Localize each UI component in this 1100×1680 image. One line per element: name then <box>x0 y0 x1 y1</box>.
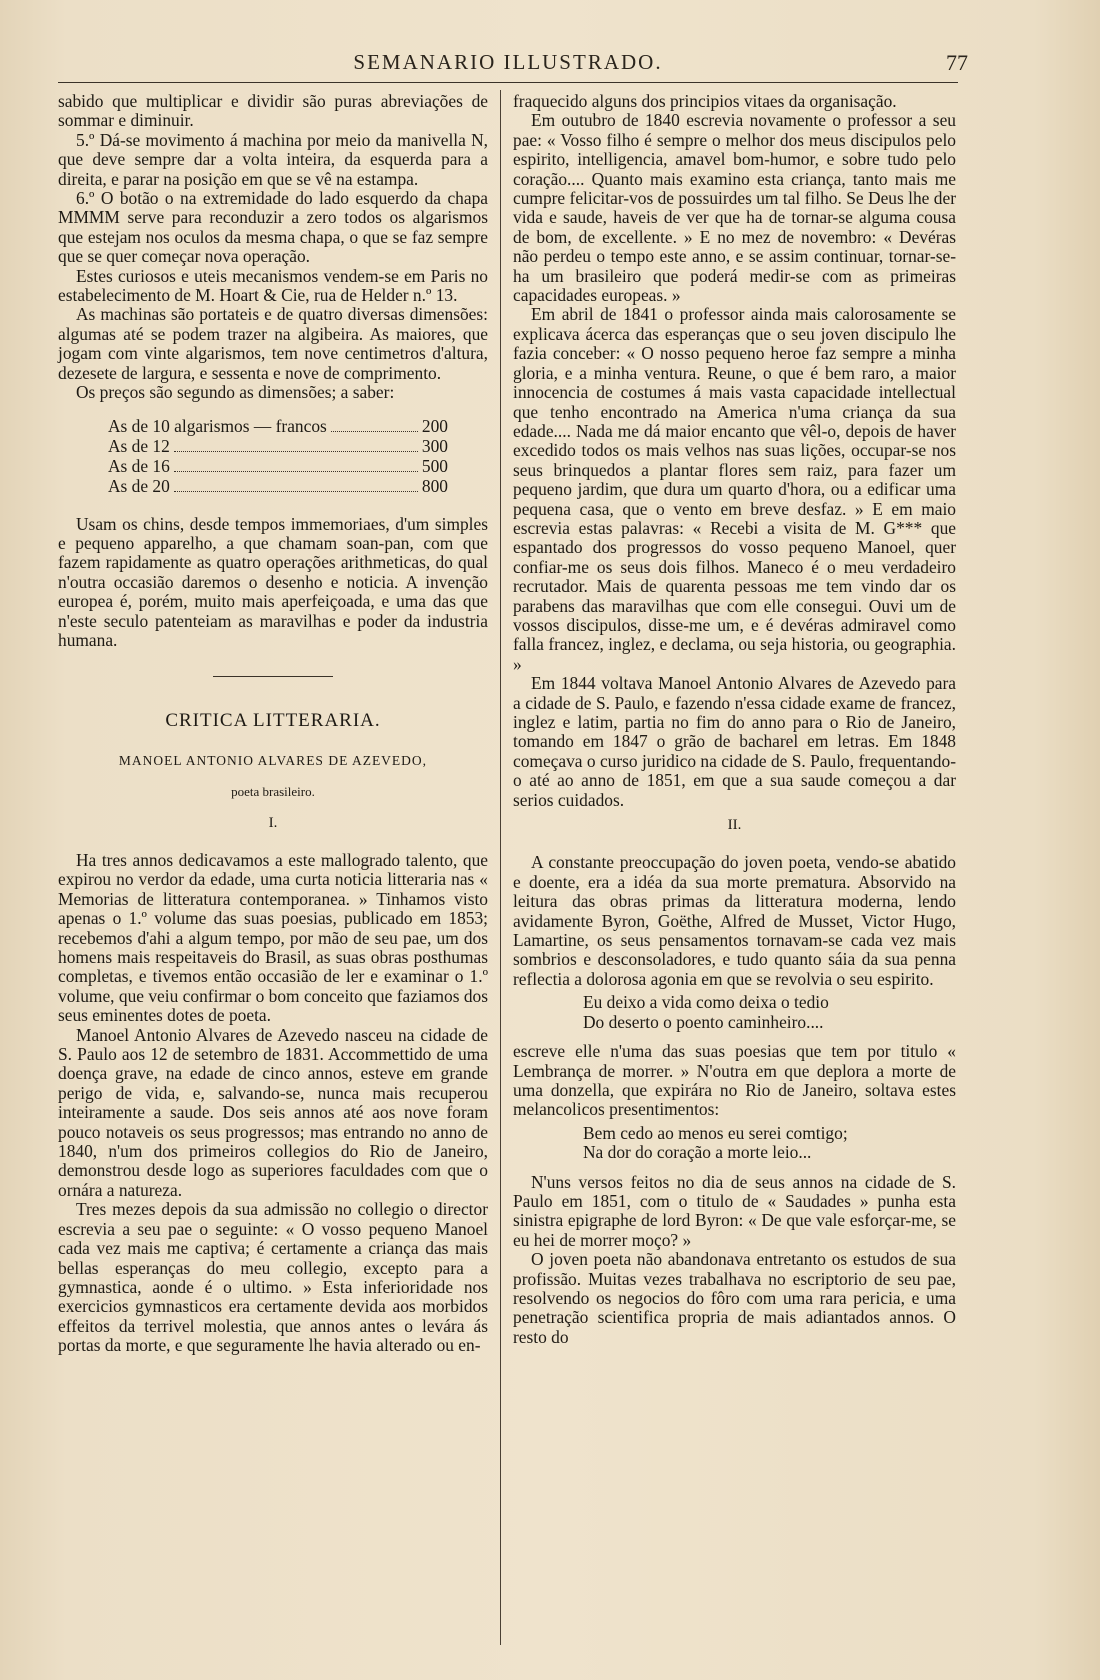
column-divider <box>500 90 501 1645</box>
verse-line: Na dor do coração a morte leio... <box>583 1142 812 1163</box>
paragraph: fraquecido alguns dos principios vitaes da organisação. <box>513 91 897 111</box>
paragraph: Usam os chins, desde tempos immemoriaes, d'um simples e pequeno apparelho, a que chamam soan-pan, com que fazem rapidamente as quatro operações arithmeticas, do qual n'outra occasião daremos o desenho e noticia. A invenção europea é, porém, muito mais aperfeiçoada, e uma das que n'este seculo patenteiam as maravilhas e poder da industria humana. <box>58 513 488 650</box>
chapter-number: II. <box>727 817 742 834</box>
paragraph: Em outubro de 1840 escrevia novamente o professor a seu pae: « Vosso filho é sempre o melhor dos meus discipulos pelo espirito, intelligencia, amavel bom-humor, e sobre tudo pelo coração.... Quanto mais examino esta criança, tanto mais me cumpre felicitar-vos de possuirdes um tal filho. Se Deus lhe der vida e saude, haveis de ver que ha de tornar-se alguma cousa de bom, de excellente. » E no mez de novembro: « Devéras não perdeu o tempo este anno, e se assim continuar, tornar-se-ha um brasileiro que poderá medir-se com as primeiras capacidades europeas. » <box>513 110 956 306</box>
paragraph: Tres mezes depois da sua admissão no collegio o director escrevia a seu pae o seguinte: « O vosso pequeno Manoel cada vez mais me captiva; é certamente a criança das mais bellas esperanças do meu collegio, excepto para a gymnastica, aonde é o ultimo. » Esta inferioridade nos exercicios gymnasticos era certamente devida aos morbidos effeitos da terrivel molestia, que annos antes o levára ás portas da morte, e que seguramente lhe havia alterado ou en- <box>58 1199 488 1356</box>
paragraph: escreve elle n'uma das suas poesias que tem por titulo « Lembrança de morrer. » N'outra em que deplora a morte de uma donzella, que expirára no Rio de Janeiro, soltava estes melancolicos presentimentos: <box>513 1041 956 1120</box>
leader-dots <box>174 491 418 492</box>
paragraph: A constante preoccupação do joven poeta, vendo-se abatido e doente, era a idéa da sua morte prematura. Absorvido na leitura das obras primas da litteratura moderna, lendo avidamente Byron, Goëthe, Alfred de Musset, Victor Hugo, Lamartine, os seus pensamentos tornavam-se cada vez mais sombrios e desconsoladores, e tudo quanto sáia da sua penna reflectia a dolorosa agonia em que se revolvia o seu espirito. <box>513 852 956 989</box>
verse-line: Eu deixo a vida como deixa o tedio <box>583 992 829 1013</box>
paragraph: As machinas são portateis e de quatro diversas dimensões: algumas até se podem trazer na algibeira. As maiores, que jogam com vinte algarismos, tem nove centimetros d'altura, dezesete de largura, e sessenta e nove de comprimento. <box>58 304 488 383</box>
price-label: As de 12 <box>108 435 170 456</box>
section-byline: poeta brasileiro. <box>231 784 315 800</box>
paragraph: 5.º Dá-se movimento á machina por meio da manivella N, que deve sempre dar a volta inteira, da esquerda para a direita, e parar na posição em que se vê na estampa. <box>58 129 488 189</box>
chapter-number: I. <box>268 814 278 831</box>
paragraph: O joven poeta não abandonava entretanto os estudos de sua profissão. Muitas vezes trabalhava no escriptorio de seu pae, resolvendo os negocios do fôro com uma rara pericia, e uma penetração scientifica propria de mais adiantados annos. O resto do <box>513 1249 956 1347</box>
paragraph: Ha tres annos dedicavamos a este mallogrado talento, que expirou no verdor da edade, uma curta noticia litteraria nas « Memorias de litteratura contemporanea. » Tinhamos visto apenas o 1.º volume das suas poesias, publicado em 1853; recebemos d'ahi a algum tempo, por mão de seu pae, um dos homens mais respeitaveis do Brasil, as suas obras posthumas completas, e tivemos então occasião de ler e examinar o 1.º volume, que veiu confirmar o bom conceito que faziamos dos seus eminentes dotes de poeta. <box>58 849 488 1026</box>
leader-dots <box>174 451 418 452</box>
section-subtitle: MANOEL ANTONIO ALVARES DE AZEVEDO, <box>118 752 428 768</box>
price-value: 200 <box>421 415 448 436</box>
price-value: 300 <box>421 435 448 456</box>
section-separator <box>213 676 333 677</box>
page-number: 77 <box>946 50 968 75</box>
verse-line: Do deserto o poento caminheiro.... <box>583 1011 824 1032</box>
paragraph: N'uns versos feitos no dia de seus annos na cidade de S. Paulo em 1851, com o titulo de « Saudades » punha esta sinistra epigraphe de lord Byron: « De que vale esforçar-me, se eu hei de morrer moço? » <box>513 1171 956 1250</box>
price-value: 800 <box>421 475 448 496</box>
paragraph: Em 1844 voltava Manoel Antonio Alvares de Azevedo para a cidade de S. Paulo, e fazendo n'essa cidade exame de francez, inglez e latim, partia no fim do anno para o Rio de Janeiro, tomando em 1847 o grão de bacharel em letras. Em 1848 começava o curso juridico na cidade de S. Paulo, frequentando-o até ao anno de 1851, em que a sua saude começou a dar serios cuidados. <box>513 673 956 810</box>
price-value: 500 <box>421 455 448 476</box>
price-label: As de 10 algarismos — francos <box>108 415 327 436</box>
price-list <box>108 417 448 497</box>
price-row <box>108 437 448 457</box>
right-column <box>513 92 956 1347</box>
leader-dots <box>331 431 418 432</box>
leader-dots <box>174 471 418 472</box>
page-header <box>58 50 968 84</box>
section-title: CRITICA LITTERARIA. <box>165 710 381 732</box>
left-column <box>58 92 488 1356</box>
paragraph: Manoel Antonio Alvares de Azevedo nasceu na cidade de S. Paulo aos 12 de setembro de 1831. Accommettido de uma doença grave, na edade de cinco annos, esteve em grande perigo de vida, e, salvando-se, nunca mais recuperou inteiramente a saude. Dos seis annos até aos nove foram pouco notaveis os seus progressos; mas entrando no anno de 1840, n'um dos primeiros collegios do Rio de Janeiro, demonstrou desde logo as superiores faculdades com que o ornára a natureza. <box>58 1024 488 1200</box>
price-label: As de 16 <box>108 455 170 476</box>
verse-quote <box>583 993 956 1032</box>
verse-quote <box>583 1124 956 1163</box>
price-row <box>108 417 448 437</box>
running-title: SEMANARIO ILLUSTRADO. <box>353 50 663 74</box>
price-row <box>108 477 448 497</box>
paragraph: 6.º O botão o na extremidade do lado esquerdo da chapa MMMM serve para reconduzir a zero todos os algarismos que estejam nos oculos da mesma chapa, o que se faz sempre que se quer começar nova operação. <box>58 188 488 267</box>
paragraph: Em abril de 1841 o professor ainda mais calorosamente se explicava ácerca das esperanças que o seu joven discipulo lhe fazia conceber: « O nosso pequeno heroe faz sempre a minha gloria, e a minha ventura. Reune, o que é bem raro, a maior innocencia de costumes á mais vasta capacidade intellectual que tenho encontrado na America n'uma criança da sua edade.... Nada me dá maior encanto que vêl-o, depois de haver excedido todos os mais velhos nas suas lições, occupar-se nos seus brinquedos a plantar flores sem raiz, para fazer um pequeno jardim, que dura um quarto d'hora, ou a edificar uma pequena casa, que o vento em breve desfaz. » E em maio escrevia estas palavras: « Recebi a visita de M. G*** que espantado dos progressos do vosso pequeno Manoel, quer confiar-me os seus dois filhos. Maneco é o meu verdadeiro recrutador. Mais de quarenta pessoas me tem vindo dar os parabens das maravilhas que com elle consegui. Ouvi um de vossos discipulos, disse-me um, e é devéras admiravel como falla francez, inglez, e declama, ou seja historia, ou geographia. » <box>513 304 956 674</box>
price-label: As de 20 <box>108 475 170 496</box>
header-rule <box>58 82 958 83</box>
price-row <box>108 457 448 477</box>
paragraph: sabido que multiplicar e dividir são puras abreviações de sommar e diminuir. <box>58 91 488 131</box>
paragraph: Estes curiosos e uteis mecanismos vendem-se em Paris no estabelecimento de M. Hoart & Cie, rua de Helder n.º 13. <box>58 265 488 306</box>
paragraph: Os preços são segundo as dimensões; a saber: <box>76 382 395 403</box>
verse-line: Bem cedo ao menos eu serei comtigo; <box>583 1122 848 1143</box>
